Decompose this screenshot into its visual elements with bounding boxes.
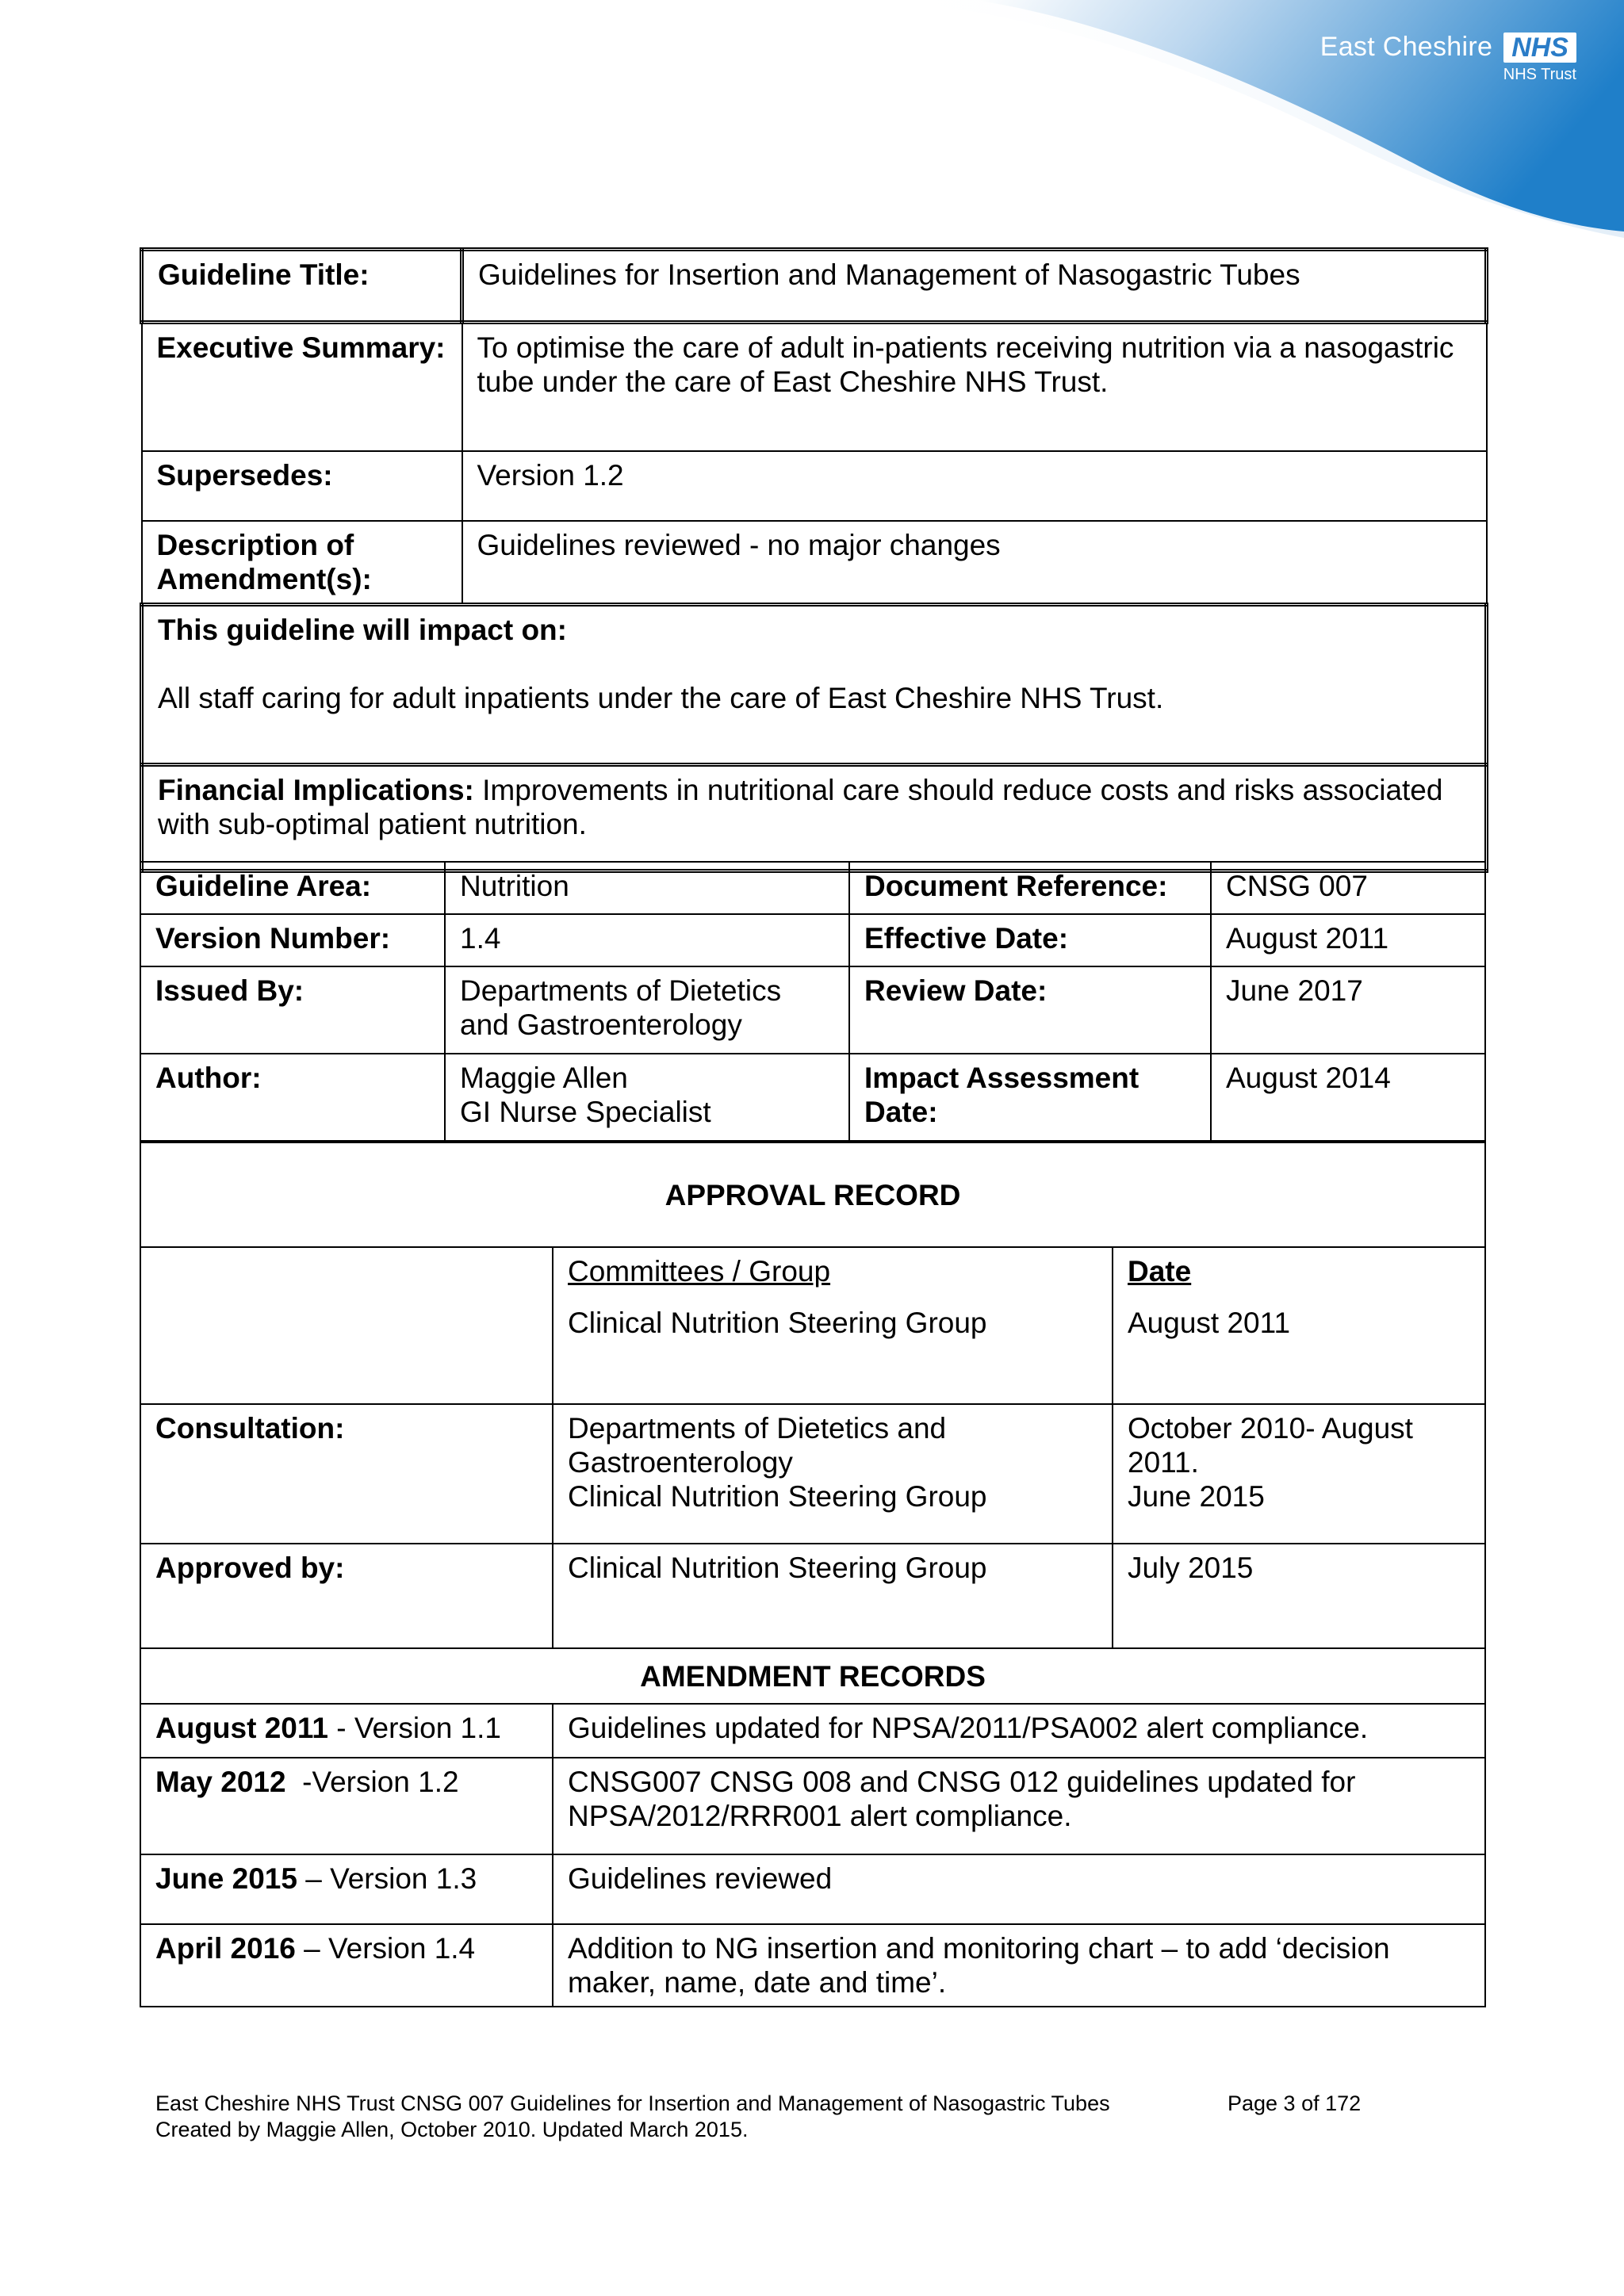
committee-group: Clinical Nutrition Steering Group xyxy=(568,1307,987,1339)
consultation-dates: October 2010- August 2011. June 2015 xyxy=(1113,1404,1485,1544)
footer-document-line: East Cheshire NHS Trust CNSG 007 Guidelines for Insertion and Management of Nasogastric Tubes xyxy=(155,2091,1110,2115)
amendment-description: Guidelines reviewed xyxy=(553,1854,1485,1924)
amendment-records-heading: AMENDMENT RECORDS xyxy=(140,1648,1485,1704)
amendment-date: August 2011 xyxy=(155,1712,328,1744)
detail-label: Effective Date: xyxy=(849,914,1211,966)
logo-name: East Cheshire xyxy=(1320,32,1493,62)
approved-by-label: Approved by: xyxy=(140,1544,553,1648)
page-number: Page 3 of 172 xyxy=(1228,2091,1362,2115)
executive-summary-label: Executive Summary: xyxy=(142,323,462,451)
amendment-version-label: – Version 1.3 xyxy=(297,1862,477,1895)
detail-label: Issued By: xyxy=(140,966,445,1054)
detail-value: August 2014 xyxy=(1211,1054,1485,1141)
document-details-table xyxy=(140,861,1486,1142)
amendment-description-value: Guidelines reviewed - no major changes xyxy=(462,521,1487,605)
amendment-version xyxy=(140,1854,553,1924)
committee-date: August 2011 xyxy=(1128,1307,1291,1339)
detail-value: August 2011 xyxy=(1211,914,1485,966)
approved-by-date: July 2015 xyxy=(1113,1544,1485,1648)
approval-empty-cell xyxy=(140,1247,553,1404)
impact-cell xyxy=(142,604,1487,764)
guideline-overview-table xyxy=(140,247,1488,873)
supersedes-value: Version 1.2 xyxy=(462,451,1487,521)
financial-label: Financial Implications: xyxy=(158,773,474,806)
detail-value: Maggie Allen GI Nurse Specialist xyxy=(445,1054,849,1141)
detail-value: June 2017 xyxy=(1211,966,1485,1054)
detail-label: Document Reference: xyxy=(849,862,1211,914)
supersedes-label: Supersedes: xyxy=(142,451,462,521)
committee-cell xyxy=(553,1247,1113,1404)
approval-record-table xyxy=(140,1142,1486,2007)
nhs-trust-logo xyxy=(1320,32,1576,84)
detail-value: Nutrition xyxy=(445,862,849,914)
footer-created-line: Created by Maggie Allen, October 2010. Updated March 2015. xyxy=(155,2118,749,2141)
amendment-version-label: -Version 1.2 xyxy=(285,1766,459,1798)
amendment-version xyxy=(140,1704,553,1758)
amendment-date: June 2015 xyxy=(155,1862,297,1895)
financial-value: Improvements in nutritional care should reduce costs and risks associated with sub-optimal patient nutrition. xyxy=(158,773,1443,840)
consultation-groups: Departments of Dietetics and Gastroenterology Clinical Nutrition Steering Group xyxy=(553,1404,1113,1544)
detail-label: Review Date: xyxy=(849,966,1211,1054)
amendment-description: Addition to NG insertion and monitoring chart – to add ‘decision maker, name, date and time’. xyxy=(553,1924,1485,2007)
impact-value: All staff caring for adult inpatients under the care of East Cheshire NHS Trust. xyxy=(158,681,1164,714)
detail-value: 1.4 xyxy=(445,914,849,966)
amendment-date: May 2012 xyxy=(155,1766,286,1798)
amendment-description: CNSG007 CNSG 008 and CNSG 012 guidelines updated for NPSA/2012/RRR001 alert compliance. xyxy=(553,1758,1485,1854)
guideline-title-value: Guidelines for Insertion and Management of Nasogastric Tubes xyxy=(462,250,1487,323)
committee-date-cell xyxy=(1113,1247,1485,1404)
amendment-version xyxy=(140,1924,553,2007)
page-footer xyxy=(155,2091,1362,2143)
committees-header: Committees / Group xyxy=(568,1255,831,1288)
detail-label: Impact Assessment Date: xyxy=(849,1054,1211,1141)
detail-value: Departments of Dietetics and Gastroenterology xyxy=(445,966,849,1054)
impact-label: This guideline will impact on: xyxy=(158,613,567,646)
amendment-version-label: – Version 1.4 xyxy=(295,1932,476,1965)
amendment-version xyxy=(140,1758,553,1854)
nhs-logo-mark: NHS xyxy=(1503,33,1576,63)
detail-label: Version Number: xyxy=(140,914,445,966)
executive-summary-value: To optimise the care of adult in-patients receiving nutrition via a nasogastric tube under the care of East Cheshire NHS Trust. xyxy=(462,323,1487,451)
date-header: Date xyxy=(1128,1255,1192,1288)
amendment-description-label: Description of Amendment(s): xyxy=(142,521,462,605)
approved-by-group: Clinical Nutrition Steering Group xyxy=(553,1544,1113,1648)
amendment-version-label: - Version 1.1 xyxy=(327,1712,501,1744)
amendment-date: April 2016 xyxy=(155,1932,296,1965)
financial-cell xyxy=(142,764,1487,871)
detail-label: Author: xyxy=(140,1054,445,1141)
detail-value: CNSG 007 xyxy=(1211,862,1485,914)
guideline-title-label: Guideline Title: xyxy=(142,250,462,323)
detail-label: Guideline Area: xyxy=(140,862,445,914)
amendment-description: Guidelines updated for NPSA/2011/PSA002 alert compliance. xyxy=(553,1704,1485,1758)
consultation-label: Consultation: xyxy=(140,1404,553,1544)
approval-record-heading: APPROVAL RECORD xyxy=(140,1142,1485,1247)
logo-subtitle: NHS Trust xyxy=(1503,66,1576,83)
